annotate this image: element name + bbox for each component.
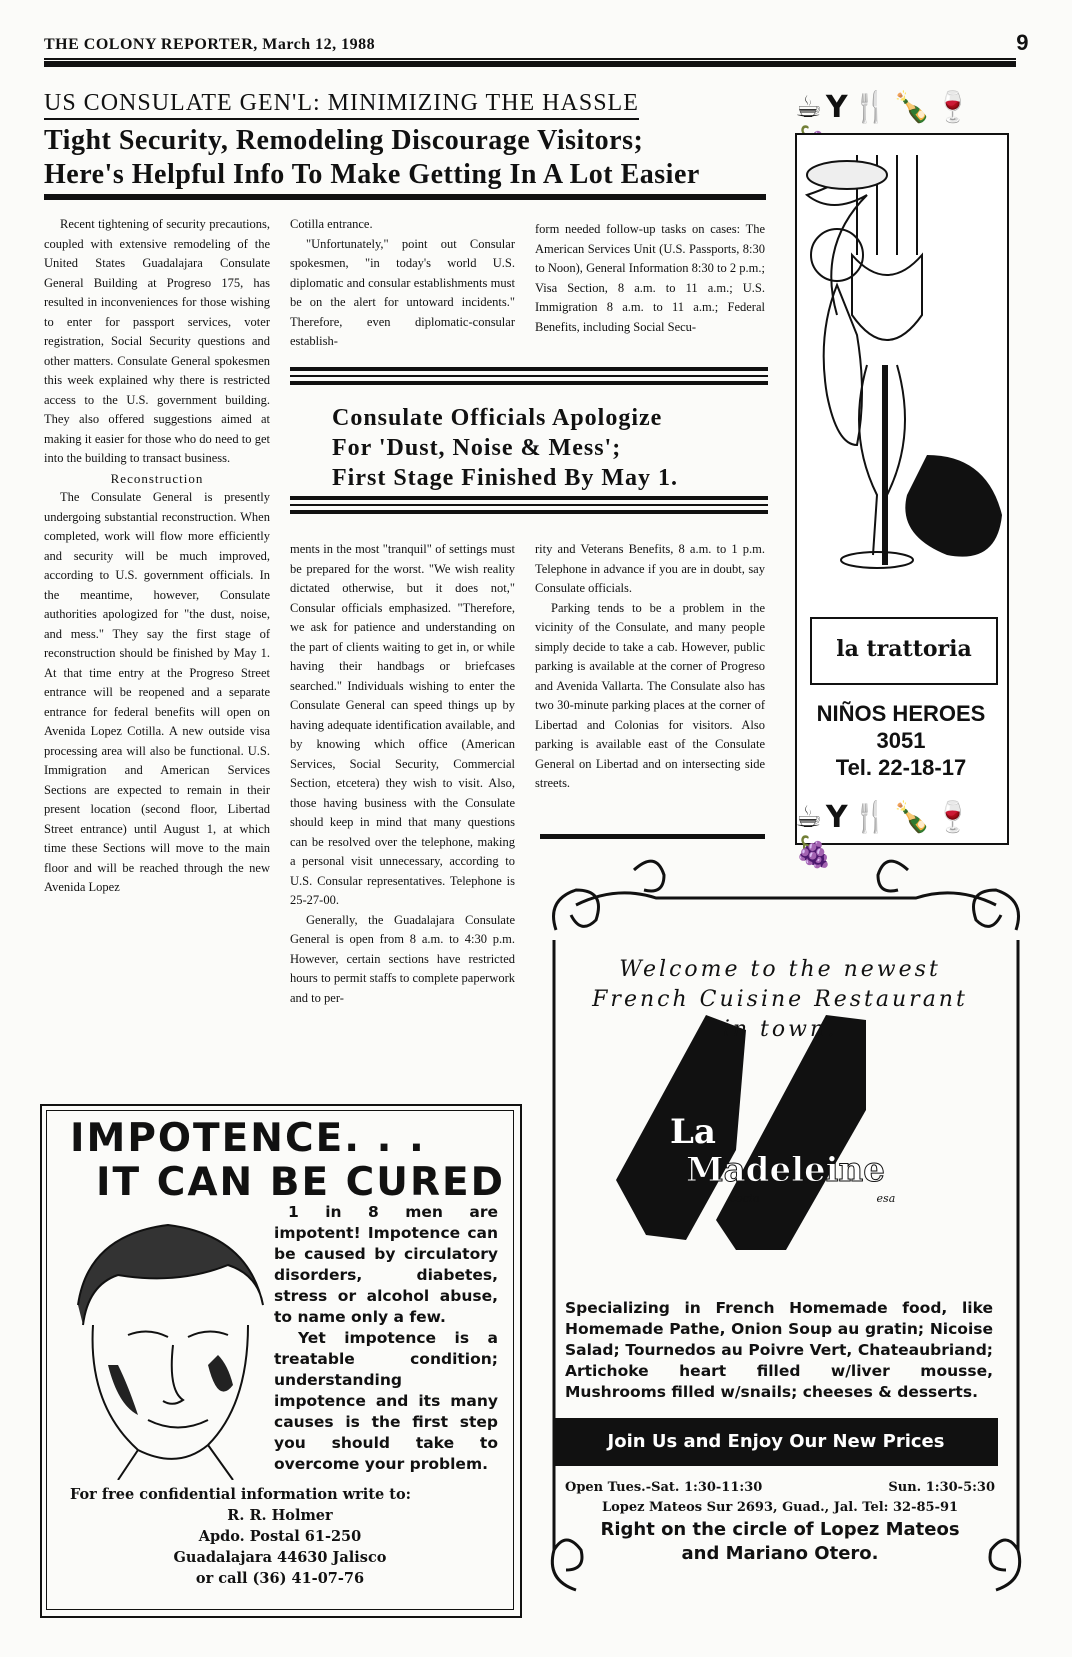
contact-phone: or call (36) 41-07-76: [195, 1570, 365, 1587]
pull-quote-line: First Stage Finished By May 1.: [332, 465, 678, 491]
scroll-corner-icon: [554, 890, 599, 930]
trattoria-address: [795, 700, 1007, 781]
paragraph: Recent tightening of security precautions, coupled with extensive remodeling of the United States Guadalajara Consulate General Building at Progreso 175, has resulted in inconveniences for those wishing to enter for passport services, voter registration, Social Security questions and other matters. Consulate General spokesmen this week explained why there is restricted access to the U.S. government building. They also offered suggestions aimed at making it easier for those who do need to get into the building to transact business.: [44, 217, 270, 465]
impotence-heading-1: IMPOTENCE. . .: [70, 1116, 426, 1161]
paragraph: ments in the most "tranquil" of settings must be prepared for the worst. "We wish reality dictated otherwise, but it does not," Consular officials emphasized. "Therefore, we ask for patience and understanding on the part of clients waiting to get in, or while having their handbags or briefcases searched." Individuals wishing to enter the Consulate General can speed things up by having adequate identification available, and by knowing which office (American Services, Social Security, Commercial Section, etcetera) they wish to visit. Also, those having business with the Consulate should keep in mind that many questions can be resolved over the telephone, making a personal visit unnecessary, according to U.S. Consular representatives. Telephone is 25-27-00.: [290, 542, 515, 907]
rule: [290, 504, 768, 506]
madeleine-welcome: [560, 955, 1000, 1045]
madeleine-logo-la: La: [670, 1112, 716, 1152]
madeleine-logo-brushstrokes: [616, 1015, 866, 1250]
article-column-3-top: [535, 220, 765, 337]
rule: [290, 367, 768, 371]
logo-sub-left: cocin: [730, 1192, 760, 1205]
article-column-3-bottom: [535, 540, 765, 794]
scroll-flourish-icon: [634, 861, 664, 891]
page-number: 9: [1016, 30, 1029, 55]
masthead: [44, 30, 1029, 55]
madeleine-logo-name: Madeleine: [686, 1150, 885, 1190]
fish-body-icon: [807, 161, 887, 189]
lemon-slice-icon: [811, 229, 863, 281]
rule: [290, 381, 768, 385]
pull-quote-line: Consulate Officials Apologize: [332, 405, 663, 431]
location-line: and Mariano Otero.: [681, 1543, 879, 1564]
pull-quote: [290, 403, 770, 493]
contact-name: R. R. Holmer: [227, 1507, 333, 1524]
rule: [290, 375, 768, 377]
contact-intro: For free confidential information write to:: [70, 1486, 412, 1503]
trattoria-phone: Tel. 22-18-17: [835, 755, 967, 780]
article-column-2-top: [290, 215, 515, 352]
madeleine-logo-sub: [730, 1192, 930, 1205]
impotence-body: [274, 1202, 498, 1475]
pear-icon: [905, 455, 1002, 557]
column-end-rule: [540, 834, 765, 839]
pull-quote-line: For 'Dust, Noise & Mess';: [332, 435, 622, 461]
masthead-title: THE COLONY REPORTER, March 12, 1988: [44, 36, 376, 53]
welcome-line: Welcome to the newest: [619, 957, 941, 982]
madeleine-specialties: Specializing in French Homemade food, like Homemade Pathe, Onion Soup au gratin; Nicoise Salad; Tournedos au Poivre Vert, Chateaubriand; Artichoke heart filled w/liver mousse, Mushrooms filled w/snails; cheeses & desserts.: [565, 1299, 993, 1401]
paragraph: The Consulate General is presently undergoing substantial reconstruction. When completed, work will flow more efficiently and security will be much improved, according to U.S. government officials. In the meantime, however, Consulate authorities apologized for "the dust, noise, and mess." They say the first stage of reconstruction should be finished by May 1. At that time entry at the Progreso Street entrance will be reopened and a separate entrance for federal benefits will open on Avenida Lopez Cotilla. A new outside visa processing area will also be functional. U.S. Immigration and American Services Sections are expected to remain in their present location (second floor, Libertad Street entrance) until August 1, at which time these Sections will move to the main floor and will be reached through the new Avenida Lopez: [44, 490, 270, 894]
madeleine-banner: Join Us and Enjoy Our New Prices: [554, 1418, 998, 1466]
paragraph: Cotilla entrance.: [290, 217, 373, 231]
impotence-contact: [50, 1484, 510, 1589]
headline-rule: [44, 194, 766, 200]
logo-sub-right: esa: [876, 1192, 896, 1205]
masthead-rule: [44, 58, 1016, 60]
welcome-line: in town.: [722, 1017, 838, 1042]
trattoria-logo: la trattoria: [810, 617, 998, 685]
scroll-flourish-icon: [878, 861, 908, 891]
trattoria-number: 3051: [876, 728, 926, 753]
man-portrait-icon: [58, 1215, 270, 1480]
location-line: Right on the circle of Lopez Mateos: [600, 1519, 960, 1540]
hours-weekday: Open Tues.-Sat. 1:30-11:30: [565, 1480, 763, 1495]
hours-sunday: Sun. 1:30-5:30: [888, 1480, 995, 1495]
fork-head-icon: [852, 255, 922, 340]
masthead-rule-thick: [44, 61, 1016, 67]
article-column-1: [44, 215, 270, 898]
woman-figure-icon: [824, 285, 862, 445]
trattoria-icons-top: ☕Y🍴🍾🍷: [795, 90, 976, 125]
scroll-top-border-icon: [576, 893, 996, 905]
impotence-heading-2: IT CAN BE CURED: [96, 1160, 505, 1205]
scroll-corner-icon: [974, 890, 1019, 930]
paragraph: "Unfortunately," point out Consular spokesmen, "in today's world U.S. diplomatic and consular establishments must be on the alert for untoward incidents." Therefore, even diplomatic-consular establish-: [290, 236, 515, 348]
rule: [290, 496, 768, 500]
paragraph: 1 in 8 men are impotent! Impotence can be caused by circulatory disorders, diabetes, stress or alcohol abuse, to name only a few.: [274, 1203, 498, 1326]
contact-po-box: Apdo. Postal 61-250: [198, 1528, 362, 1545]
glass-base-icon: [841, 552, 913, 568]
paragraph: form needed follow-up tasks on cases: The American Services Unit (U.S. Passports, 8:30 to Noon), General Information 8:30 to 2 p.m.; Visa Section, 8 a.m. to 11 a.m.; U.S. Immigration 8 a.m. to 11 a.m.; Federal Benefits, including Social Secu-: [535, 222, 765, 334]
madeleine-address: Lopez Mateos Sur 2693, Guad., Jal. Tel: 32-85-91: [601, 1500, 959, 1515]
madeleine-hours: [565, 1480, 995, 1495]
paragraph: Generally, the Guadalajara Consulate General is open from 8 a.m. to 4:30 p.m. However, certain sections have restricted hours to permit staffs to complete paperwork and to per-: [290, 912, 515, 1005]
madeleine-location: [560, 1518, 1000, 1566]
trattoria-street: NIÑOS HEROES: [816, 701, 986, 726]
section-subhead: Reconstruction: [110, 470, 204, 486]
paragraph: rity and Veterans Benefits, 8 a.m. to 1 p.m. Telephone in advance if you are in doubt, say Consulate officials.: [535, 542, 765, 595]
paragraph: Yet impotence is a treatable condition; understanding impotence and its many causes is the first step you should take to overcome your problem.: [274, 1329, 498, 1473]
headline-line: Here's Helpful Info To Make Getting In A Lot Easier: [44, 159, 700, 190]
paragraph: Parking tends to be a problem in the vicinity of the Consulate, and many people simply decide to take a cab. However, public parking is available at the corner of Progreso and Avenida Vallarta. The Consulate also has two 30-minute parking places at the corner of Libertad and Colonias for visitors. Also parking is available east of the Consulate General on Libertad and on intersecting side streets.: [535, 600, 765, 790]
article-headline: [44, 124, 764, 192]
headline-line: Tight Security, Remodeling Discourage Visitors;: [44, 125, 644, 156]
welcome-line: French Cuisine Restaurant: [592, 987, 968, 1012]
contact-city: Guadalajara 44630 Jalisco: [173, 1549, 387, 1566]
article-column-2-bottom: [290, 540, 515, 1008]
trattoria-icons-bottom: ☕Y🍴🍾🍷🍇: [795, 800, 976, 870]
rule: [290, 510, 768, 514]
article-kicker: US CONSULATE GEN'L: MINIMIZING THE HASSLE: [44, 90, 639, 120]
